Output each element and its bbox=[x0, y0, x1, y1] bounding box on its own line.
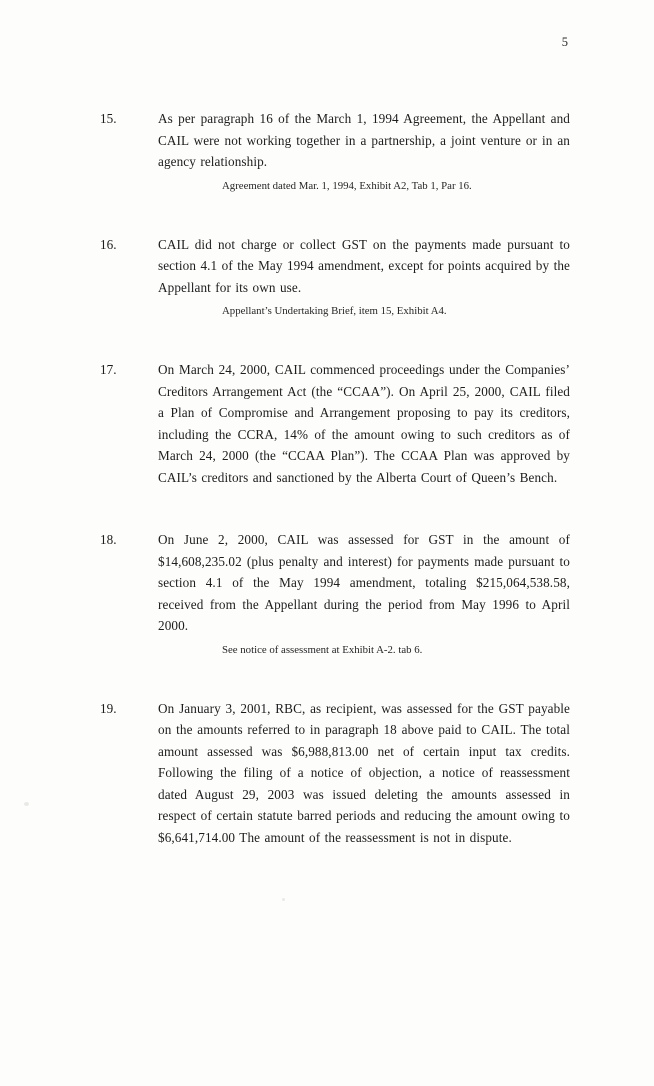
paragraph-item bbox=[100, 359, 570, 488]
paragraph-item bbox=[100, 108, 570, 193]
paragraph-item bbox=[100, 529, 570, 657]
page-number: 5 bbox=[561, 35, 568, 49]
paragraph-item bbox=[100, 698, 570, 849]
scan-speck bbox=[282, 898, 285, 901]
paragraph-body bbox=[158, 234, 570, 319]
paragraph-body bbox=[158, 108, 570, 193]
paragraph-body bbox=[158, 359, 570, 488]
paragraph-number: 17. bbox=[100, 362, 117, 377]
paragraph-number: 16. bbox=[100, 236, 117, 252]
paragraph-number: 19. bbox=[100, 700, 117, 716]
paragraph-body bbox=[158, 698, 570, 849]
paragraph-number: 18. bbox=[100, 532, 117, 547]
paragraph-text: On January 3, 2001, RBC, as recipient, was assessed for the GST payable on the amounts referred to in paragraph 18 above paid to CAIL. The total amount assessed was $6,988,813.00 net of certain input tax credits. Following the filing of a notice of objection, a notice of reassessment dated August 29, 2003 was issued deleting the amounts assessed in respect of certain statute barred periods and reducing the amount owing to $6,641,714.00 The amount of the reassessment is not in dispute. bbox=[158, 700, 570, 845]
paragraph-text: CAIL did not charge or collect GST on the payments made pursuant to section 4.1 of the May 1994 amendment, except for points acquired by the Appellant for its own use. bbox=[158, 236, 570, 295]
scan-speck bbox=[24, 802, 29, 806]
paragraph-body bbox=[158, 529, 570, 657]
paragraph-item bbox=[100, 234, 570, 319]
paragraph-list bbox=[100, 108, 570, 889]
paragraph-text: On March 24, 2000, CAIL commenced proceedings under the Companies’ Creditors Arrangement Act (the “CCAA”). On April 25, 2000, CAIL filed a Plan of Compromise and Arrangement proposing to pay its creditors, including the CCRA, 14% of the amount owing to such creditors as of March 24, 2000 (the “CCAA Plan”). The CCAA Plan was approved by CAIL’s creditors and sanctioned by the Alberta Court of Queen’s Bench. bbox=[158, 362, 570, 485]
paragraph-citation: See notice of assessment at Exhibit A-2. tab 6. bbox=[222, 643, 423, 656]
paragraph-number: 15. bbox=[100, 111, 117, 126]
paragraph-text: As per paragraph 16 of the March 1, 1994 Agreement, the Appellant and CAIL were not working together in a partnership, a joint venture or in an agency relationship. bbox=[158, 111, 570, 169]
paragraph-text: On June 2, 2000, CAIL was assessed for GST in the amount of $14,608,235.02 (plus penalty and interest) for payments made pursuant to section 4.1 of the May 1994 amendment, totaling $215,064,538.58, received from the Appellant during the period from May 1996 to April 2000. bbox=[158, 532, 570, 633]
paragraph-citation: Agreement dated Mar. 1, 1994, Exhibit A2, Tab 1, Par 16. bbox=[222, 179, 472, 192]
paragraph-citation: Appellant’s Undertaking Brief, item 15, Exhibit A4. bbox=[222, 305, 447, 317]
